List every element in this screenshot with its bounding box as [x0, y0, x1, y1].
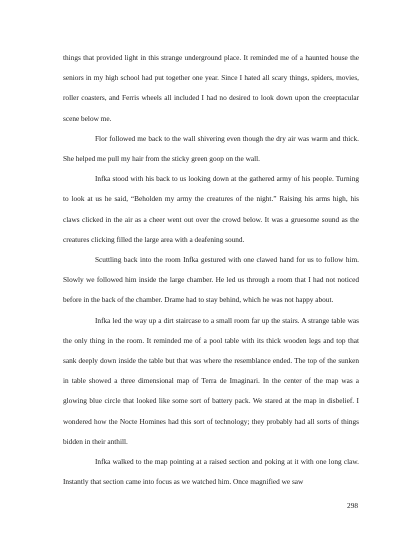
page-number: 298 [347, 501, 358, 510]
paragraph-4: Scuttling back into the room Infka gestured with one clawed hand for us to follow him. Slowly we followed him inside the large chamber. He led us through a room that I had not noticed before in the back of the chamber. Drame had to stay behind, which he was not happy about. [63, 255, 359, 305]
paragraph-1: things that provided light in this strange underground place. It reminded me of a haunted house the seniors in my high school had put together one year. Since I hated all scary things, spiders, movies, roller coasters, and Ferris wheels all included I had no desired to look down upon the creeptacular scene below me. [63, 53, 359, 123]
paragraph-6: Infka walked to the map pointing at a raised section and poking at it with one long claw. Instantly that section came into focus as we watched him. Once magnified we saw [63, 457, 359, 487]
paragraph-3: Infka stood with his back to us looking down at the gathered army of his people. Turning to look at us he said, “Beholden my army the creatures of the night.” Raising his arms high, his claws clicked in the air as a cheer went out over the crowd below. It was a gruesome sound as the creatures clicking filled the large area with a deafening sound. [63, 174, 359, 244]
body-text [63, 48, 359, 492]
paragraph-2: Flor followed me back to the wall shivering even though the dry air was warm and thick. She helped me pull my hair from the sticky green goop on the wall. [63, 133, 359, 164]
paragraph-5: Infka led the way up a dirt staircase to a small room far up the stairs. A strange table was the only thing in the room. It reminded me of a pool table with its thick wooden legs and top that sank deeply down inside the table but that was where the resemblance ended. The top of the sunken in table showed a three dimensional map of Terra de Imaginari. In the center of the map was a glowing blue circle that looked like some sort of battery pack. We stared at the map in disbelief. I wondered how the Nocte Homines had this sort of technology; they probably had all sorts of things bidden in their anthill. [63, 315, 359, 446]
